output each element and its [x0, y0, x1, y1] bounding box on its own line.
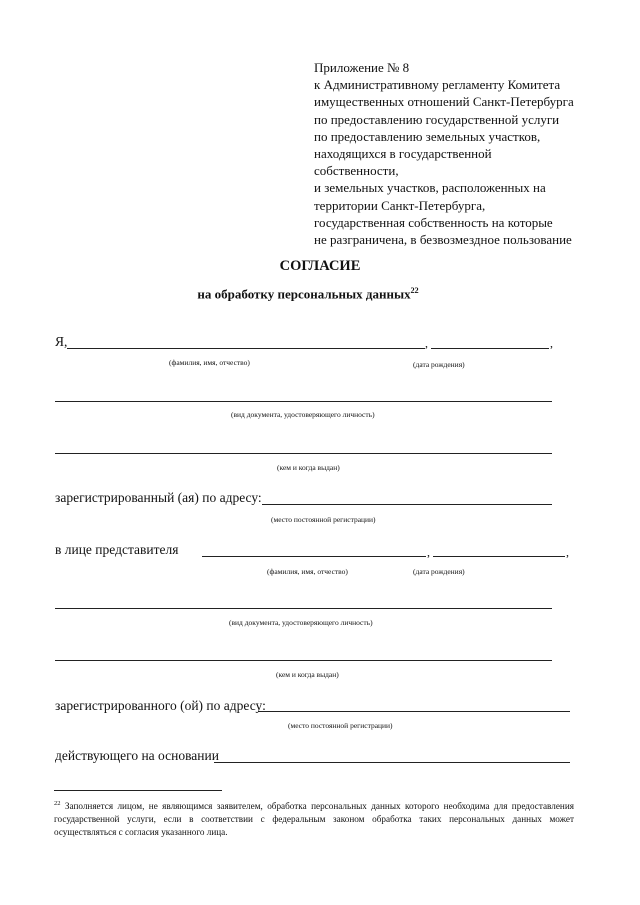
representative-label: в лице представителя	[55, 542, 179, 557]
issued-by-field[interactable]	[55, 453, 552, 454]
appendix-line: не разграничена, в безвозмездное пользование	[314, 232, 572, 248]
appendix-line: территории Санкт-Петербурга,	[314, 197, 486, 213]
comma: ,	[427, 545, 430, 559]
caption-birthdate: (дата рождения)	[413, 360, 465, 369]
caption-representative-birthdate: (дата рождения)	[413, 567, 465, 576]
representative-address-label: зарегистрированного (ой) по адресу:	[55, 698, 266, 713]
appendix-line: по предоставлению государственной услуги	[314, 111, 560, 127]
basis-field[interactable]	[214, 762, 570, 763]
appendix-line: по предоставлению земельных участков,	[314, 128, 541, 144]
footnote-text: Заполняется лицом, не являющимся заявителем, обработка персональных данных которого необходима для предоставления государственной услуги, если в соответствии с федеральным законом обработка таких персональных данных может осуществляться с согласия указанного лица.	[54, 801, 574, 838]
comma: ,	[550, 336, 553, 350]
caption-fio: (фамилия, имя, отчество)	[169, 358, 250, 367]
representative-address-field[interactable]	[258, 711, 570, 712]
appendix-line: и земельных участков, расположенных на	[314, 180, 546, 196]
identity-document-field[interactable]	[55, 401, 552, 402]
appendix-line: находящихся в государственной	[314, 146, 492, 162]
footnote-number: 22	[54, 800, 61, 807]
representative-document-field[interactable]	[55, 608, 552, 609]
appendix-header	[314, 59, 614, 248]
representative-fio-field[interactable]	[202, 556, 426, 557]
representative-issued-by-field[interactable]	[55, 660, 552, 661]
footnote	[54, 797, 574, 839]
caption-representative-registration-place: (место постоянной регистрации)	[288, 721, 393, 730]
caption-issued-by: (кем и когда выдан)	[277, 463, 340, 472]
basis-label: действующего на основании	[55, 748, 219, 763]
appendix-line: к Административному регламенту Комитета	[314, 77, 561, 93]
caption-identity-document: (вид документа, удостоверяющего личность)	[231, 410, 375, 419]
caption-representative-document: (вид документа, удостоверяющего личность)	[229, 618, 373, 627]
ya-label: Я,	[55, 334, 68, 349]
footnote-divider	[54, 790, 222, 791]
caption-representative-issued-by: (кем и когда выдан)	[276, 670, 339, 679]
registered-address-field[interactable]	[262, 504, 552, 505]
representative-birthdate-field[interactable]	[433, 556, 565, 557]
fio-field[interactable]	[67, 348, 425, 349]
appendix-line: Приложение № 8	[314, 60, 410, 75]
birthdate-field[interactable]	[431, 348, 549, 349]
caption-representative-fio: (фамилия, имя, отчество)	[267, 567, 348, 576]
comma: ,	[566, 545, 569, 559]
subtitle-text: на обработку персональных данных	[197, 286, 411, 302]
caption-registration-place: (место постоянной регистрации)	[271, 515, 376, 524]
footnote-ref: 22	[410, 286, 419, 295]
comma: ,	[425, 336, 428, 350]
document-subtitle	[0, 286, 628, 302]
appendix-line: собственности,	[314, 163, 399, 179]
appendix-line: государственная собственность на которые	[314, 214, 553, 230]
document-title: СОГЛАСИЕ	[279, 258, 361, 274]
appendix-line: имущественных отношений Санкт-Петербурга	[314, 94, 574, 110]
registered-address-label: зарегистрированный (ая) по адресу:	[55, 490, 262, 505]
